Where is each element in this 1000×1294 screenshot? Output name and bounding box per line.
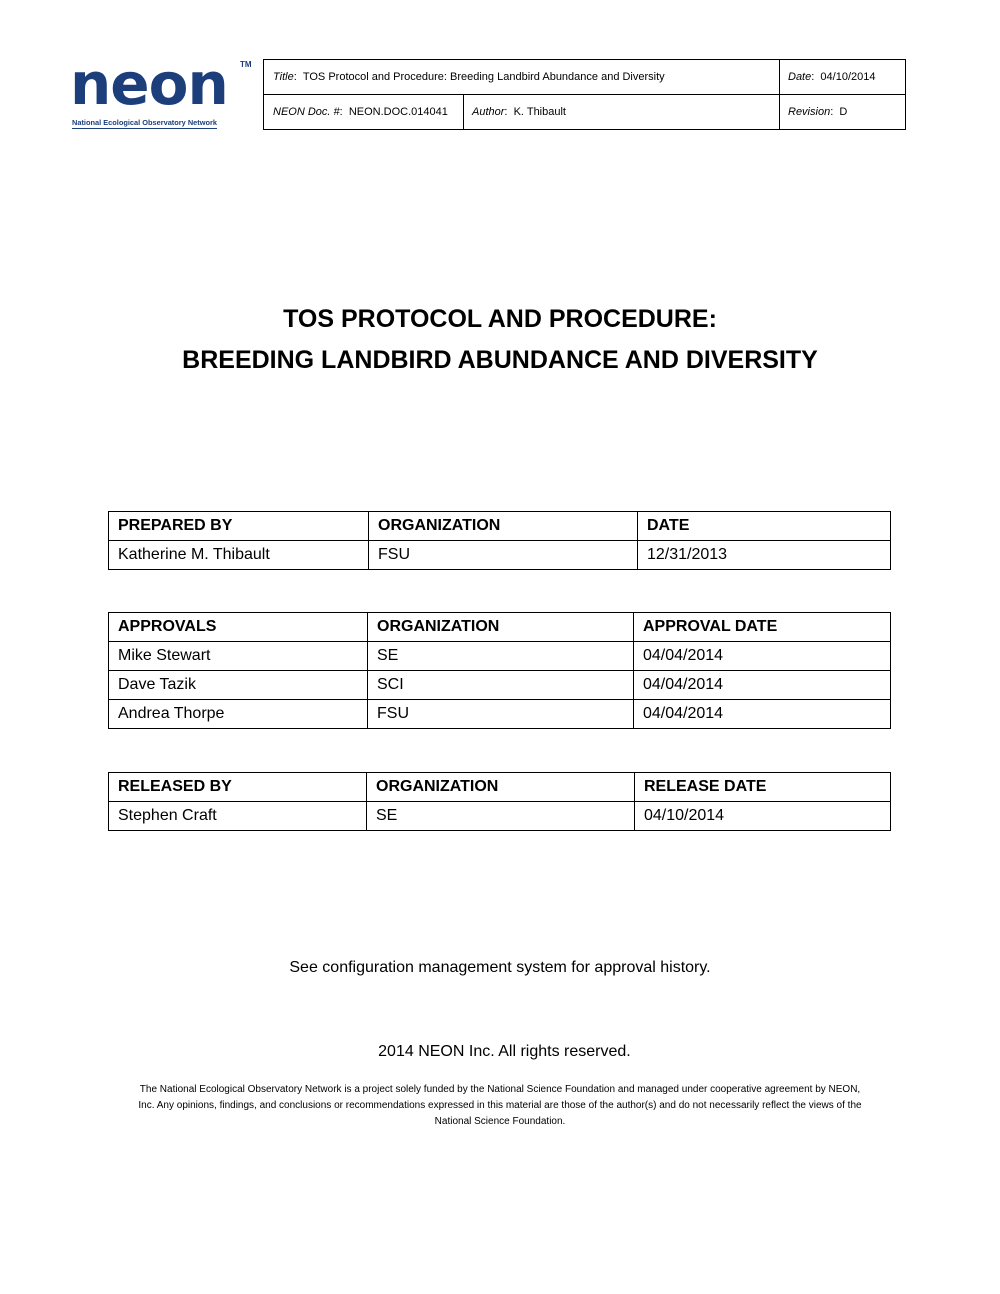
neon-logo xyxy=(70,50,252,132)
approver-organization: SCI xyxy=(368,671,634,700)
column-header: RELEASED BY xyxy=(109,773,367,802)
preparer-organization: FSU xyxy=(369,541,638,570)
column-header: ORGANIZATION xyxy=(369,512,638,541)
header-revision-cell: Revision : D xyxy=(788,106,848,118)
header-date-cell: Date : 04/10/2014 xyxy=(788,71,876,83)
table-row xyxy=(109,541,891,570)
column-header: APPROVALS xyxy=(109,613,368,642)
column-header: PREPARED BY xyxy=(109,512,369,541)
release-date: 04/10/2014 xyxy=(635,802,891,831)
logo-subtitle: National Ecological Observatory Network xyxy=(72,118,217,127)
column-header: ORGANIZATION xyxy=(368,613,634,642)
table-row xyxy=(109,642,891,671)
logo-wordmark: neon xyxy=(70,50,228,118)
table-header-row xyxy=(109,512,891,541)
header-title-cell: Title : TOS Protocol and Procedure: Breeding Landbird Abundance and Diversity xyxy=(273,71,665,83)
table-row xyxy=(109,700,891,729)
copyright-line xyxy=(0,1043,1000,1061)
prepared-date: 12/31/2013 xyxy=(638,541,891,570)
document-header-table xyxy=(263,59,906,130)
approval-date: 04/04/2014 xyxy=(634,671,891,700)
released-by-table xyxy=(108,772,891,831)
approver-name: Andrea Thorpe xyxy=(109,700,368,729)
column-header: DATE xyxy=(638,512,891,541)
approver-name: Mike Stewart xyxy=(109,642,368,671)
approval-date: 04/04/2014 xyxy=(634,700,891,729)
document-title-line-1: TOS PROTOCOL AND PROCEDURE: xyxy=(283,305,717,333)
releaser-organization: SE xyxy=(367,802,635,831)
preparer-name: Katherine M. Thibault xyxy=(109,541,369,570)
approver-organization: SE xyxy=(368,642,634,671)
copyright-text: 2014 NEON Inc. All rights reserved. xyxy=(378,1043,631,1060)
approval-date: 04/04/2014 xyxy=(634,642,891,671)
header-doc-number-cell: NEON Doc. # : NEON.DOC.014041 xyxy=(273,106,448,118)
table-header-row xyxy=(109,773,891,802)
disclaimer-line: National Science Foundation. xyxy=(434,1116,566,1127)
approvals-table xyxy=(108,612,891,729)
column-header: APPROVAL DATE xyxy=(634,613,891,642)
disclaimer-line: The National Ecological Observatory Network is a project solely funded by the National Science Foundation and managed under cooperative agreement by NEON, xyxy=(139,1084,861,1095)
approver-name: Dave Tazik xyxy=(109,671,368,700)
header-revision-value: D xyxy=(839,106,848,118)
header-author-cell: Author : K. Thibault xyxy=(472,106,566,118)
header-date-value: 04/10/2014 xyxy=(820,71,876,83)
logo-trademark: TM xyxy=(240,60,252,69)
approval-history-note: See configuration management system for approval history. xyxy=(289,959,711,976)
column-header: RELEASE DATE xyxy=(635,773,891,802)
column-header: ORGANIZATION xyxy=(367,773,635,802)
table-row xyxy=(109,802,891,831)
header-title-value: TOS Protocol and Procedure: Breeding Landbird Abundance and Diversity xyxy=(302,71,665,83)
approver-organization: FSU xyxy=(368,700,634,729)
header-author-value: K. Thibault xyxy=(513,106,566,118)
table-header-row xyxy=(109,613,891,642)
funding-disclaimer xyxy=(110,1082,890,1130)
table-row xyxy=(109,671,891,700)
document-title-line-2: BREEDING LANDBIRD ABUNDANCE AND DIVERSITY xyxy=(182,346,818,374)
releaser-name: Stephen Craft xyxy=(109,802,367,831)
header-doc-number-value: NEON.DOC.014041 xyxy=(348,106,448,118)
prepared-by-table xyxy=(108,511,891,570)
disclaimer-line: Inc. Any opinions, findings, and conclusions or recommendations expressed in this material are those of the author(s) and do not necessarily reflect the views of the xyxy=(138,1100,862,1111)
